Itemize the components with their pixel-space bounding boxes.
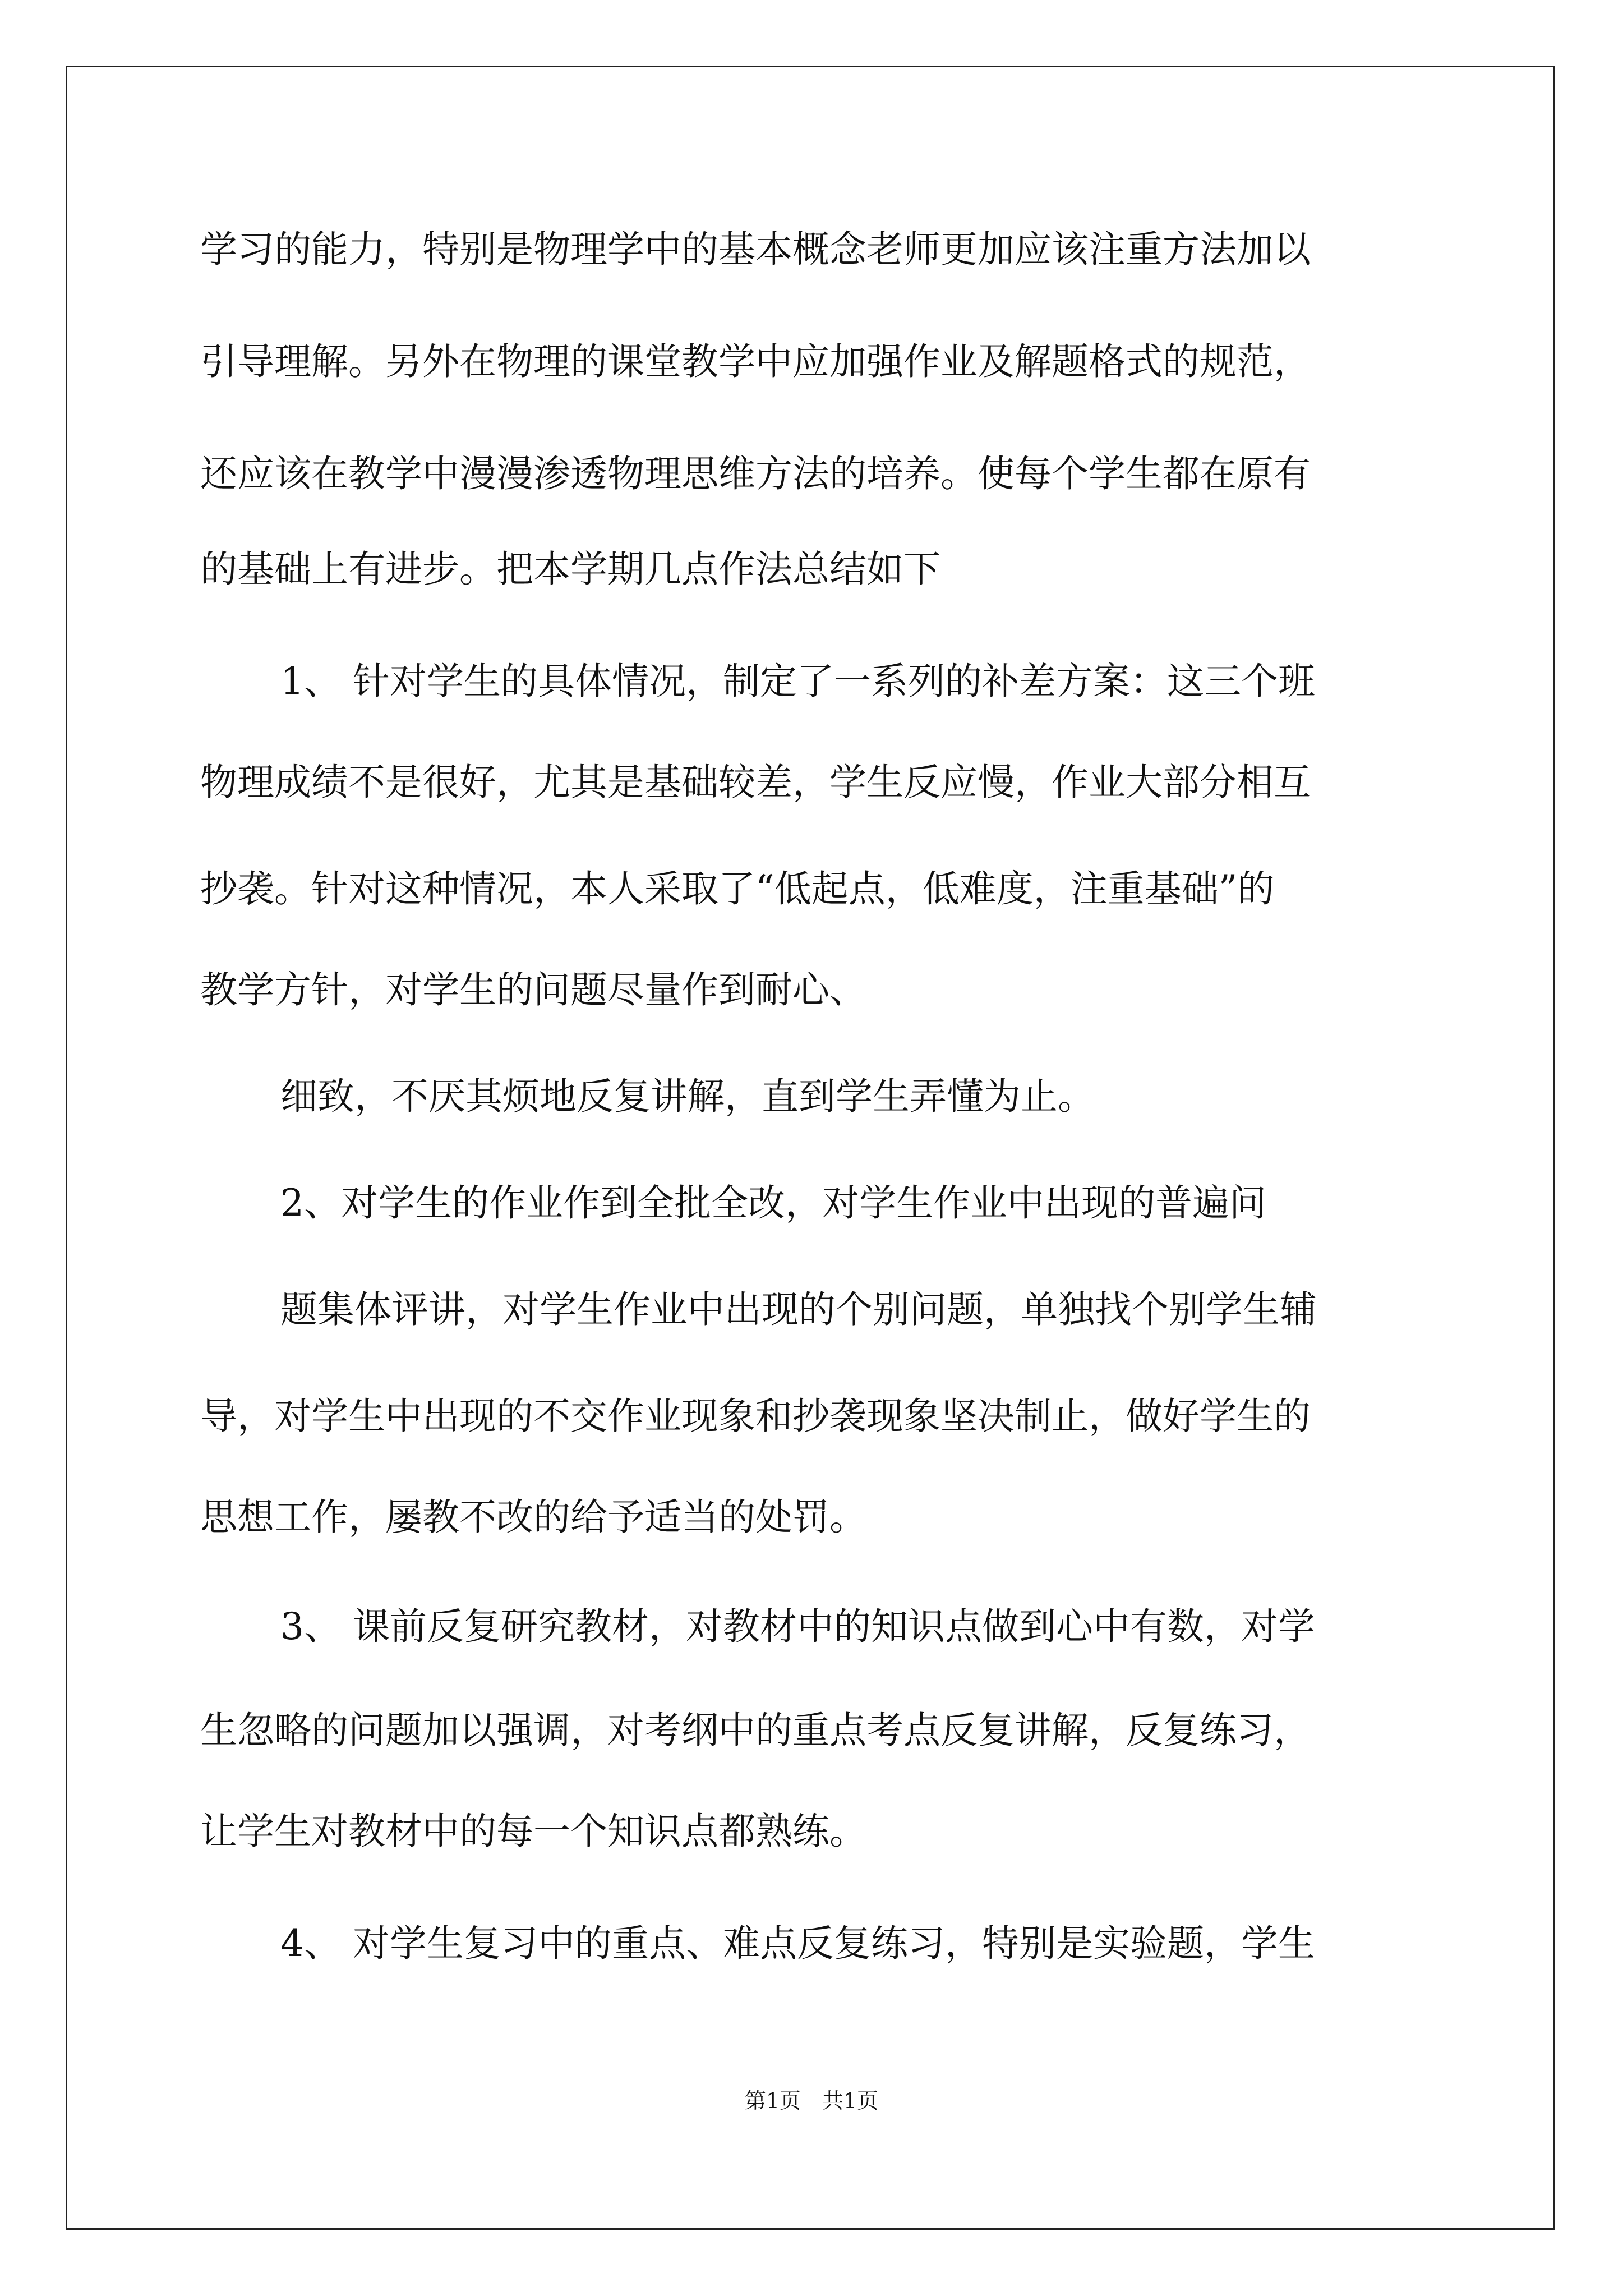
body-line: 思想工作，屡教不改的给予适当的处罚。 (200, 1496, 866, 1539)
body-line: 导，对学生中出现的不交作业现象和抄袭现象坚决制止，做好学生的 (200, 1395, 1311, 1438)
list-item-4-line: 4、 对学生复习中的重点、难点反复练习，特别是实验题，学生 (280, 1922, 1315, 1965)
page-number-footer: 第1页 共1页 (744, 2088, 879, 2113)
page-border (66, 66, 1555, 2230)
body-line: 物理成绩不是很好，尤其是基础较差，学生反应慢，作业大部分相互 (200, 761, 1311, 804)
body-line: 生忽略的问题加以强调，对考纲中的重点考点反复讲解，反复练习， (200, 1709, 1311, 1752)
body-line: 学习的能力，特别是物理学中的基本概念老师更加应该注重方法加以 (200, 228, 1311, 271)
body-line: 还应该在教学中漫漫渗透物理思维方法的培养。使每个学生都在原有 (200, 452, 1311, 495)
list-item-2-line: 2、对学生的作业作到全批全改，对学生作业中出现的普遍问 (280, 1181, 1266, 1225)
list-item-1-line: 1、 针对学生的具体情况，制定了一系列的补差方案：这三个班 (280, 660, 1315, 703)
body-line: 教学方针，对学生的问题尽量作到耐心、 (200, 968, 866, 1011)
body-line: 引导理解。另外在物理的课堂教学中应加强作业及解题格式的规范， (200, 340, 1311, 383)
body-line: 让学生对教材中的每一个知识点都熟练。 (200, 1810, 866, 1853)
body-line: 的基础上有进步。把本学期几点作法总结如下 (200, 547, 940, 591)
list-item-3-line: 3、 课前反复研究教材，对教材中的知识点做到心中有数，对学 (280, 1605, 1315, 1648)
body-line: 题集体评讲，对学生作业中出现的个别问题，单独找个别学生辅 (280, 1288, 1317, 1331)
body-line: 细致，不厌其烦地反复讲解，直到学生弄懂为止。 (280, 1075, 1095, 1118)
body-line: 抄袭。针对这种情况，本人采取了“低起点，低难度，注重基础”的 (200, 867, 1275, 910)
